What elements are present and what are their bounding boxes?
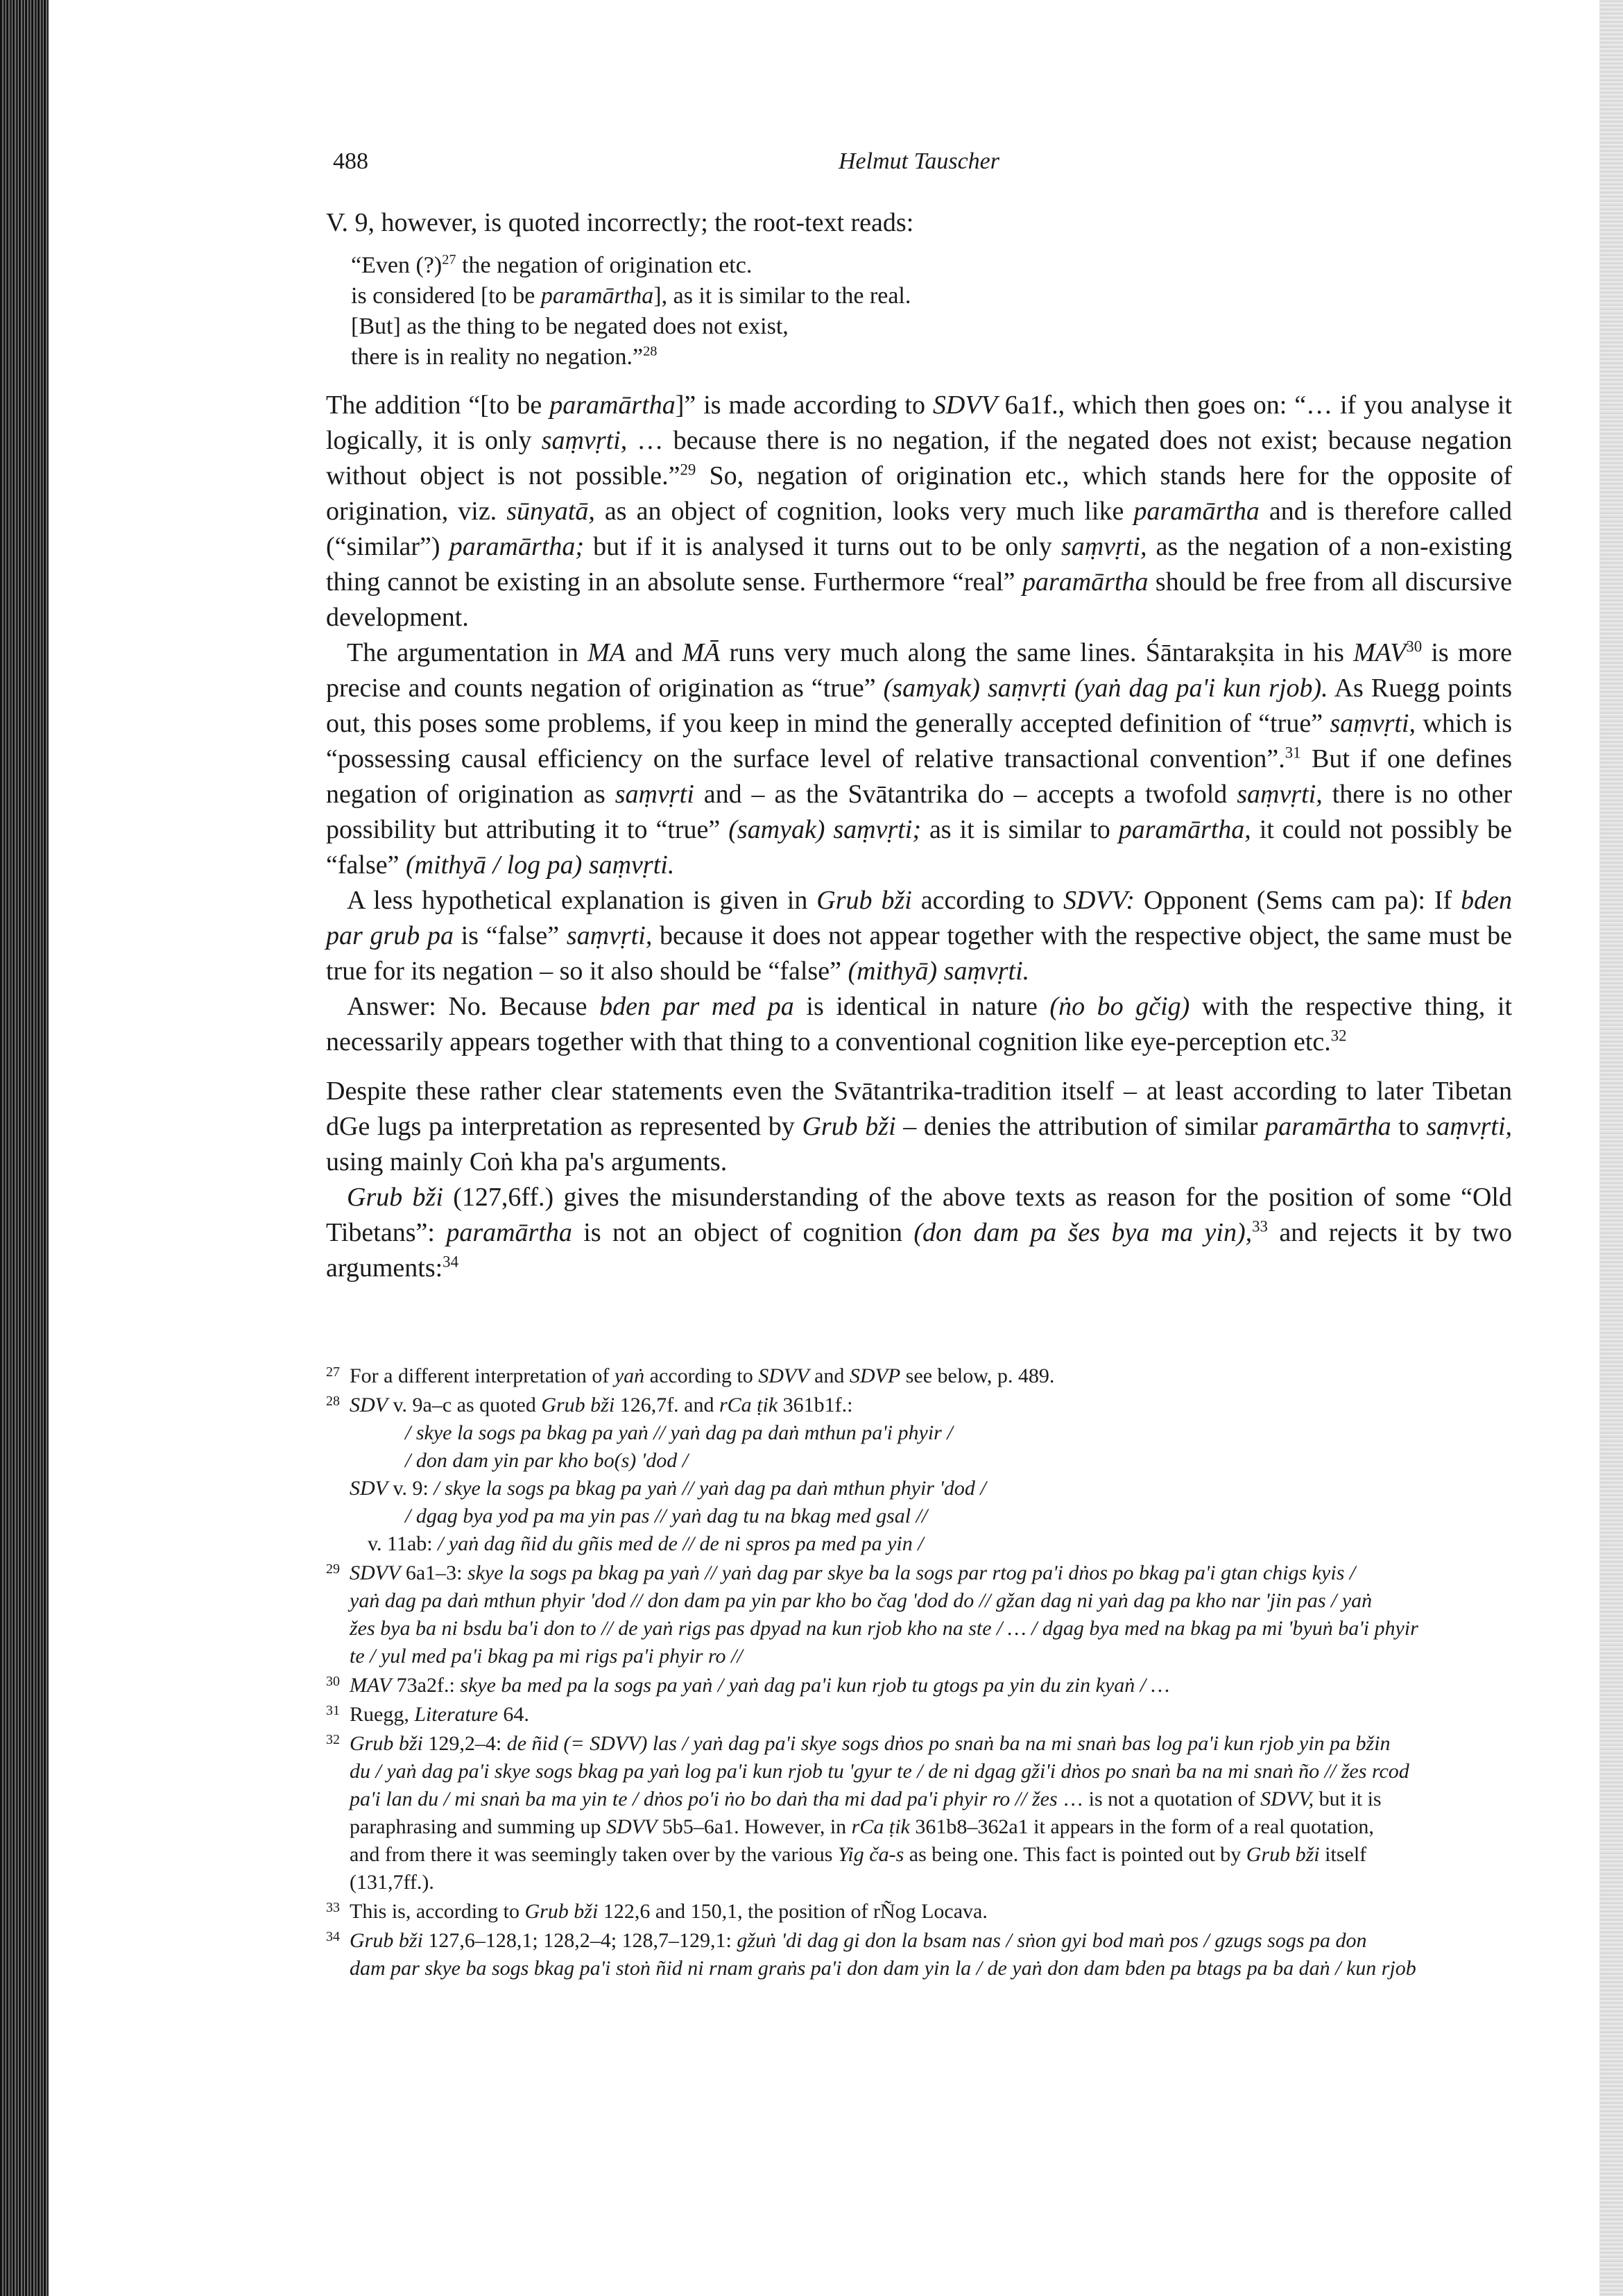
footnote-32: 32 Grub bži 129,2–4: de ñid (= SDVV) las / yaṅ dag pa'i skye sogs dṅos po snaṅ ba na mi snaṅ bas log pa'i kun rjob yin pa bžin du / yaṅ dag pa'i skye sogs bkag pa yaṅ log pa'i kun rjob tu 'gyur te / de ni dgag gži'i dṅos po snaṅ ba na mi snaṅ ño // žes rcod pa'i lan du / mi snaṅ ba ma yin te / dṅos po'i ṅo bo daṅ tha mi dad pa'i phyir ro // žes … is not a quotation of SDVV, but it is paraphrasing and summing up SDVV 5b5–6a1. However, in rCa ṭik 361b8–362a1 it appears in the form of a real quotation, and from there it was seemingly taken over by the various Yig ča-s as being one. This fact is pointed out by Grub bži itself (131,7ff.). [326,1732,1409,1894]
quote-line-4: there is in reality no negation.”$^{28}$ [351,343,658,370]
quote-line-1: “Even (?)$^{27}$ the negation of origination etc. [351,252,753,278]
quote-line-2: is considered [to be paramārtha], as it is similar to the real. [351,283,911,309]
footnote-31: 31 Ruegg, Literature 64. [326,1703,529,1726]
footnote-34: 34 Grub bži 127,6–128,1; 128,2–4; 128,7–129,1: gžuṅ 'di dag gi don la bsam nas / sṅon gyi bod maṅ pos / gzugs sogs pa don dam par skye ba sogs bkag pa'i stoṅ ñid ni rnam graṅs pa'i don dam yin la / de yaṅ don dam bden pa btags pa ba daṅ / kun rjob [326,1929,1416,1980]
footnote-27: 27 For a different interpretation of yaṅ according to SDVV and SDVP see below, p. 489. [326,1364,1055,1387]
main-text [326,205,1512,1286]
footnote-30: 30 MAV 73a2f.: skye ba med pa la sogs pa yaṅ / yaṅ dag pa'i kun rjob tu gtogs pa yin du zin kyaṅ / … [326,1674,1170,1697]
paragraph-2: The addition “[to be paramārtha]” is made according to SDVV 6a1f., which then goes on: “… if you analyse it logically, it is only saṃvṛti, … because there is no negation, if the negated does not exist; because negation without object is not possible.”$^{29}$ So, negation of origination etc., which stands here for the opposite of origination, viz. sūnyatā, as an object of cognition, looks very much like paramārtha and is therefore called (“similar”) paramārtha; but if it is analysed it turns out to be only saṃvṛti, as the negation of a non-existing thing cannot be existing in an absolute sense. Furthermore “real” paramārtha should be free from all discursive development. [326,391,1512,632]
page-edge-shadow [1599,0,1623,2296]
footnote-33: 33 This is, according to Grub bži 122,6 and 150,1, the position of rÑog Locava. [326,1900,988,1923]
running-head: Helmut Tauscher [838,148,1000,174]
book-spine-shadow [0,0,49,2296]
page-header [326,139,1512,180]
paragraph-6: Despite these rather clear statements even the Svātantrika-tradition itself – at least according to later Tibetan dGe lugs pa interpretation as represented by Grub bži – denies the attribution of similar paramārtha to saṃvṛti, using mainly Coṅ kha pa's arguments. [326,1077,1512,1176]
paragraph-5: Answer: No. Because bden par med pa is identical in nature (ṅo bo gčig) with the respective thing, it necessarily appears together with that thing to a conventional cognition like eye-perception etc.$^{32}$ [326,992,1513,1056]
page [326,139,1512,1984]
quote-line-3: [But] as the thing to be negated does not exist, [351,314,789,339]
paragraph-3: The argumentation in MA and MĀ runs very much along the same lines. Śāntarakṣita in his MAV$^{30}$ is more precise and counts negation of origination as “true” (samyak) saṃvṛti (yaṅ dag pa'i kun rjob). As Ruegg points out, this poses some problems, if you keep in mind the generally accepted definition of “true” saṃvṛti, which is “possessing causal efficiency on the surface level of relative transactional convention”.$^{31}$ But if one defines negation of origination as saṃvṛti and – as the Svātantrika do – accepts a twofold saṃvṛti, there is no other possibility but attributing it to “true” (samyak) saṃvṛti; as it is similar to paramārtha, it could not possibly be “false” (mithyā / log pa) saṃvṛti. [326,637,1513,880]
footnote-29: 29 SDVV 6a1–3: skye la sogs pa bkag pa yaṅ // yaṅ dag par skye ba la sogs par rtog pa'i dṅos po bkag pa'i gtan chigs kyis / yaṅ dag pa daṅ mthun phyir 'dod // don dam pa yin par kho bo čag 'dod do // gžan dag ni yaṅ dag pa kho nar 'jin pas / yaṅ žes bya ba ni bsdu ba'i don to // de yaṅ rigs pas dpyad na kun rjob kho na ste / … / dgag bya med na bkag pa mi 'byuṅ ba'i phyir te / yul med pa'i bkag pa mi rigs pa'i phyir ro // [326,1561,1418,1668]
footnote-28: 28 SDV v. 9a–c as quoted Grub bži 126,7f. and rCa ṭik 361b1f.: / skye la sogs pa bkag pa yaṅ // yaṅ dag pa daṅ mthun pa'i phyir / / don dam yin par kho bo(s) 'dod / SDV v. 9: / skye la sogs pa bkag pa yaṅ // yaṅ dag pa daṅ mthun phyir 'dod / / dgag bya yod pa ma yin pas // yaṅ dag tu na bkag med gsal // v. 11ab: / yaṅ dag ñid du gñis med de // de ni spros pa med pa yin / [326,1394,986,1555]
footnotes [326,1362,1512,1982]
paragraph-4: A less hypothetical explanation is given in Grub bži according to SDVV: Opponent (Sems cam pa): If bden par grub pa is “false” saṃvṛti, because it does not appear together with the respective object, the same must be true for its negation – so it also should be “false” (mithyā) saṃvṛti. [326,886,1513,986]
block-quote [351,250,1512,372]
paragraph-1: V. 9, however, is quoted incorrectly; the root-text reads: [326,208,914,237]
paragraph-7: Grub bži (127,6ff.) gives the misunderstanding of the above texts as reason for the position of some “Old Tibetans”: paramārtha is not an object of cognition (don dam pa šes bya ma yin),$^{33}$ and rejects it by two arguments:$^{34}$ [326,1183,1512,1283]
page-number: 488 [333,148,368,174]
